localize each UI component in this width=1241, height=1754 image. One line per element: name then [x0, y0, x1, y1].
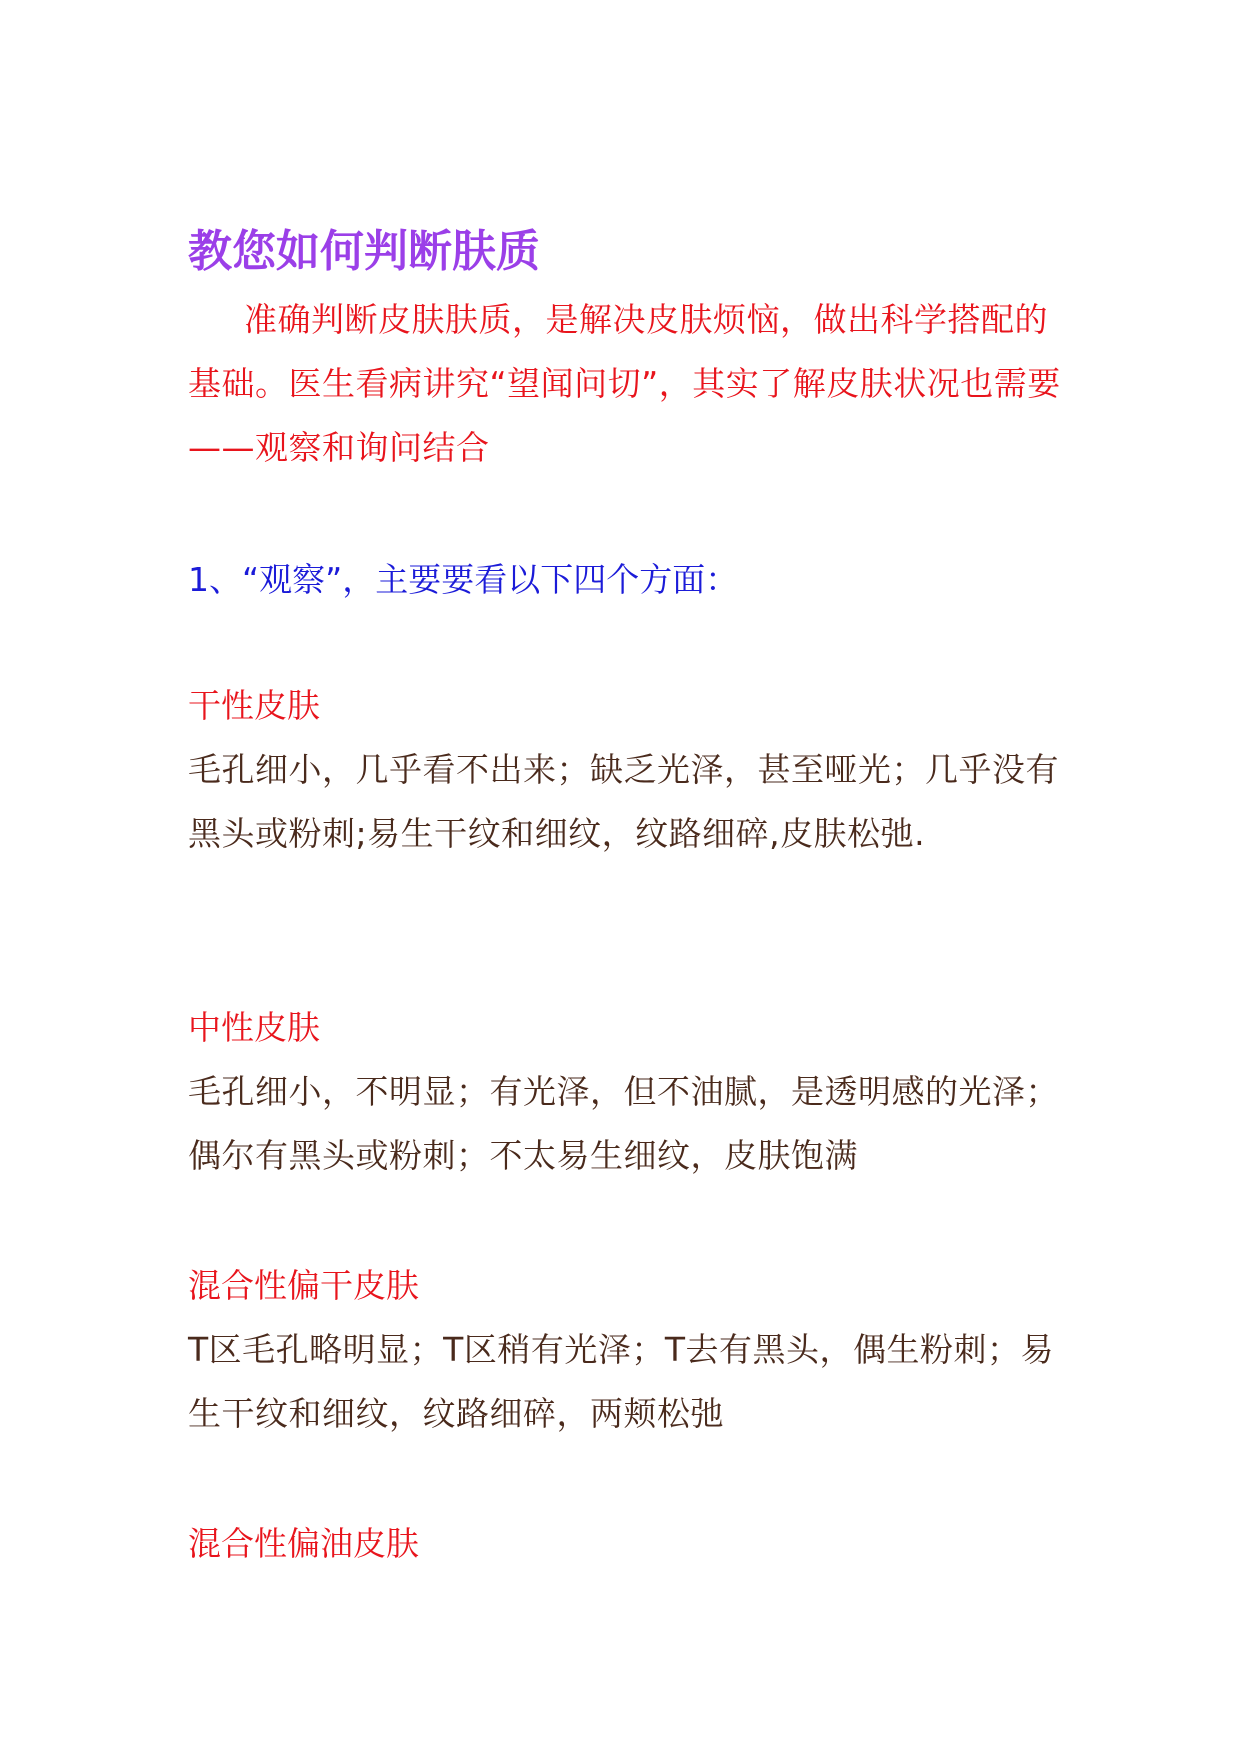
skin-type-dry	[188, 674, 1073, 866]
skin-type-combination-dry	[188, 1254, 1073, 1446]
skin-type-title: 中性皮肤	[188, 1008, 320, 1047]
skin-type-title: 混合性偏油皮肤	[188, 1524, 419, 1563]
skin-type-description: 毛孔细小，几乎看不出来；缺乏光泽，甚至哑光；几乎没有黑头或粉刺;易生干纹和细纹，纹路细碎,皮肤松弛.	[188, 750, 1059, 853]
skin-type-title: 干性皮肤	[188, 686, 320, 725]
skin-type-combination-oily	[188, 1512, 1073, 1576]
skin-type-description: 毛孔细小，不明显；有光泽，但不油腻，是透明感的光泽；偶尔有黑头或粉刺；不太易生细纹，皮肤饱满	[188, 1072, 1059, 1175]
skin-type-title: 混合性偏干皮肤	[188, 1266, 419, 1305]
observation-heading: 1、“观察”，主要要看以下四个方面：	[188, 560, 739, 599]
skin-type-description: T区毛孔略明显；T区稍有光泽；T去有黑头，偶生粉刺；易生干纹和细纹，纹路细碎，两颊松弛	[188, 1330, 1054, 1433]
skin-type-normal	[188, 996, 1073, 1188]
page-title: 教您如何判断肤质	[188, 226, 540, 277]
intro-paragraph: 准确判断皮肤肤质，是解决皮肤烦恼，做出科学搭配的基础。医生看病讲究“望闻问切”，其实了解皮肤状况也需要——观察和询问结合	[188, 300, 1061, 467]
